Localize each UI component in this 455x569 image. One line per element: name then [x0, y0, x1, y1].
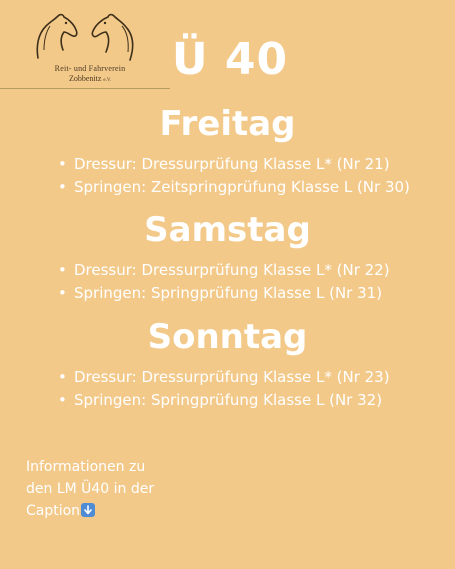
club-name-line1: Reit- und Fahrverein — [54, 64, 126, 73]
list-item — [58, 389, 390, 412]
event-text: Dressur: Dressurprüfung Klasse L* (Nr 22) — [74, 261, 390, 279]
bullet-icon: • — [58, 178, 67, 196]
saturday-event-list — [58, 259, 390, 305]
logo-divider — [0, 88, 170, 89]
event-text: Springen: Zeitspringprüfung Klasse L (Nr 30) — [74, 178, 410, 196]
info-line: Caption — [26, 503, 81, 519]
info-text — [26, 456, 196, 522]
club-logo — [26, 8, 154, 88]
event-text: Dressur: Dressurprüfung Klasse L* (Nr 23) — [74, 368, 390, 386]
bullet-icon: • — [58, 284, 67, 302]
day-heading-friday: Freitag — [159, 104, 296, 144]
event-text: Springen: Springprüfung Klasse L (Nr 31) — [74, 284, 383, 302]
list-item — [58, 176, 410, 199]
sunday-event-list — [58, 366, 390, 412]
event-text: Dressur: Dressurprüfung Klasse L* (Nr 21) — [74, 155, 390, 173]
horse-heads-icon — [30, 10, 140, 62]
info-line-caption — [26, 500, 196, 522]
list-item — [58, 366, 390, 389]
info-line: den LM Ü40 in der — [26, 481, 155, 497]
down-arrow-icon — [81, 503, 95, 517]
event-text: Springen: Springprüfung Klasse L (Nr 32) — [74, 391, 383, 409]
club-name-town: Zobbenitz — [68, 74, 102, 83]
info-line: Informationen zu — [26, 459, 146, 475]
day-heading-sunday: Sonntag — [147, 317, 308, 357]
bullet-icon: • — [58, 261, 67, 279]
bullet-icon: • — [58, 155, 67, 173]
bullet-icon: • — [58, 391, 67, 409]
bullet-icon: • — [58, 368, 67, 386]
page-title: Ü 40 — [171, 34, 289, 85]
club-name-line2 — [26, 74, 154, 83]
list-item — [58, 153, 410, 176]
day-heading-saturday: Samstag — [144, 210, 311, 250]
friday-event-list — [58, 153, 410, 199]
list-item — [58, 282, 390, 305]
club-name-suffix: e.V. — [103, 78, 112, 83]
list-item — [58, 259, 390, 282]
